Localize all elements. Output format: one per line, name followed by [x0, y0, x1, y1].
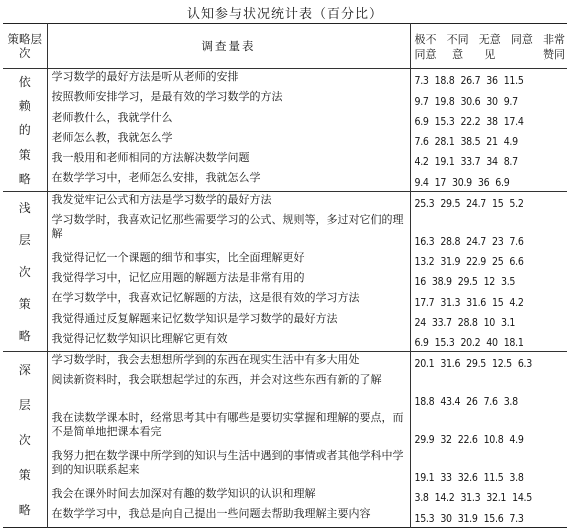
percent-value: 36	[477, 176, 490, 189]
option-header-line1: 非常	[543, 33, 565, 46]
group-label-char: 层	[18, 232, 31, 247]
percent-value: 38	[486, 115, 498, 128]
option-header-line1: 无意	[478, 33, 501, 46]
table-row	[3, 372, 567, 410]
group-label-char: 依	[18, 74, 31, 89]
options-header	[410, 24, 567, 69]
strategy-group-label	[3, 69, 47, 192]
group-label-char: 赖	[18, 98, 31, 113]
percent-value: 20.1	[414, 358, 435, 371]
percent-value: 28.8	[440, 235, 461, 248]
percent-value: 29.9	[414, 434, 435, 447]
survey-item-text: 在数学学习中，老师怎么安排，我就怎么学	[47, 170, 410, 191]
percent-value: 7.3	[509, 513, 524, 525]
percentage-values	[410, 290, 567, 310]
option-header-line2: 意	[452, 48, 464, 61]
percent-value: 14.5	[512, 492, 532, 505]
percent-value: 30	[486, 95, 498, 108]
percent-value: 14.2	[434, 492, 455, 505]
option-header-line1: 不同	[446, 33, 469, 46]
percentage-values	[410, 270, 567, 290]
percent-value: 15.6	[483, 513, 504, 525]
level-column-header: 策略层次	[3, 24, 47, 69]
percent-value: 19.8	[434, 95, 455, 108]
percent-value: 9.4	[414, 176, 429, 189]
percent-value: 36	[486, 75, 498, 88]
percent-value: 15	[491, 197, 504, 210]
percentage-values	[410, 150, 567, 170]
percent-value: 25.3	[414, 197, 435, 210]
percent-value: 40	[486, 337, 498, 350]
percent-value: 10	[483, 316, 495, 329]
option-header-3	[511, 32, 533, 62]
option-header-4	[543, 32, 565, 62]
survey-item-text: 学习数学时，我喜欢记忆那些需要学习的公式、规则等，多过对它们的理解	[47, 212, 410, 250]
group-label-char: 浅	[18, 201, 31, 216]
survey-item-text: 我觉得记忆一个课题的细节和事实，比全面理解更好	[47, 250, 410, 270]
table-row	[3, 410, 567, 448]
option-header-line2: 同意	[414, 48, 437, 61]
percent-value: 23	[491, 235, 504, 248]
group-label-char: 策	[18, 147, 31, 162]
option-header-2	[479, 32, 501, 62]
table-row	[3, 352, 567, 373]
percent-value: 8.7	[503, 156, 518, 169]
table-row	[3, 150, 567, 170]
percent-value: 29.5	[466, 358, 486, 371]
percentage-values	[410, 311, 567, 331]
percent-value: 12	[483, 276, 495, 289]
percentage-values	[410, 352, 567, 373]
percent-value: 7.6	[483, 396, 498, 409]
percent-value: 3.8	[414, 492, 429, 505]
percentage-values	[410, 372, 567, 410]
percentage-values	[410, 448, 567, 486]
percent-value: 13.2	[414, 256, 435, 269]
table-row	[3, 130, 567, 150]
percent-value: 26.7	[460, 75, 481, 88]
percentage-values	[410, 69, 567, 90]
percent-value: 31.9	[440, 256, 461, 269]
table-row	[3, 506, 567, 527]
percent-value: 33	[440, 472, 452, 485]
percent-value: 7.6	[414, 136, 429, 149]
table-row	[3, 89, 567, 109]
survey-item-text: 我努力把在数学课中所学到的知识与生活中遇到的事情或者其他学科中学到的知识联系起来	[47, 448, 410, 486]
percentage-values	[410, 486, 567, 506]
percent-value: 31.3	[460, 492, 481, 505]
percentage-values	[410, 130, 567, 150]
percent-value: 17.7	[414, 296, 435, 309]
percent-value: 3.1	[501, 316, 516, 329]
percent-value: 28.1	[434, 136, 455, 149]
percent-value: 32.6	[457, 472, 478, 485]
percent-value: 15	[491, 296, 504, 309]
percent-value: 30.9	[452, 176, 472, 189]
percent-value: 38.9	[431, 276, 452, 289]
table-row	[3, 69, 567, 90]
percent-value: 10.8	[483, 434, 504, 447]
survey-item-text: 我发觉牢记公式和方法是学习数学的最好方法	[47, 191, 410, 212]
survey-item-text: 阅读新资料时，我会联想起学过的东西，并会对这些东西有新的了解	[47, 372, 410, 410]
percent-value: 6.9	[495, 176, 510, 189]
percent-value: 15.3	[434, 115, 455, 128]
percentage-values	[410, 191, 567, 212]
percent-value: 12.5	[491, 358, 512, 371]
scale-column-header: 调查量表	[47, 24, 410, 69]
group-label-char: 略	[18, 328, 31, 343]
survey-item-text: 我觉得学习中，记忆应用题的解题方法是非常有用的	[47, 270, 410, 290]
percent-value: 16	[414, 276, 426, 289]
group-label-char: 次	[18, 433, 31, 448]
percent-value: 31.9	[457, 513, 478, 525]
group-label-char: 略	[18, 171, 31, 186]
percent-value: 15.3	[414, 513, 435, 525]
percent-value: 19.1	[414, 472, 435, 485]
percent-value: 22.6	[457, 434, 478, 447]
percent-value: 17.4	[503, 115, 524, 128]
percent-value: 38.5	[460, 136, 481, 149]
percentage-values	[410, 331, 567, 352]
percent-value: 15.3	[434, 337, 455, 350]
percent-value: 21	[486, 136, 498, 149]
survey-item-text: 我觉得记忆数学知识比理解它更有效	[47, 331, 410, 352]
table-row	[3, 331, 567, 352]
percent-value: 3.5	[501, 276, 516, 289]
percent-value: 18.8	[414, 396, 435, 409]
percent-value: 30	[440, 513, 452, 525]
survey-item-text: 学习数学的最好方法是听从老师的安排	[47, 69, 410, 90]
percent-value: 4.9	[503, 136, 518, 149]
survey-item-text: 在数学学习中，我总是向自己提出一些问题去帮助我理解主要内容	[47, 506, 410, 527]
strategy-group-label	[3, 352, 47, 528]
table-row	[3, 311, 567, 331]
percent-value: 7.3	[414, 75, 429, 88]
survey-item-text: 按照教师安排学习，是最有效的学习数学的方法	[47, 89, 410, 109]
percent-value: 16.3	[414, 235, 435, 248]
percent-value: 6.9	[414, 115, 429, 128]
option-header-line2: 赞同	[543, 48, 565, 61]
table-title: 认知参与状况统计表（百分比）	[186, 7, 383, 22]
percent-value: 30.6	[460, 95, 481, 108]
option-header-1	[447, 32, 469, 62]
percent-value: 24.7	[466, 197, 486, 210]
percent-value: 33.7	[431, 316, 452, 329]
percent-value: 25	[491, 256, 504, 269]
percent-value: 6.3	[517, 358, 532, 371]
percent-value: 28.8	[457, 316, 478, 329]
percent-value: 31.3	[440, 296, 461, 309]
group-label-char: 层	[18, 398, 31, 413]
percent-value: 32	[440, 434, 452, 447]
survey-item-text: 我会在课外时间去加深对有趣的数学知识的认识和理解	[47, 486, 410, 506]
percent-value: 32.1	[486, 492, 507, 505]
table-row	[3, 212, 567, 250]
percent-value: 4.2	[509, 296, 524, 309]
percent-value: 18.1	[503, 337, 524, 350]
percent-value: 6.6	[509, 256, 524, 269]
percent-value: 34	[486, 156, 498, 169]
survey-item-text: 我一般用和老师相同的方法解决数学问题	[47, 150, 410, 170]
percent-value: 26	[466, 396, 478, 409]
percent-value: 20.2	[460, 337, 481, 350]
survey-item-text: 老师教什么，我就学什么	[47, 110, 410, 130]
group-label-char: 的	[18, 123, 31, 138]
survey-item-text: 我觉得通过反复解题来记忆数学知识是学习数学的最好方法	[47, 311, 410, 331]
table-row	[3, 170, 567, 191]
group-label-char: 略	[18, 502, 31, 517]
percent-value: 7.6	[509, 235, 524, 248]
table-row	[3, 290, 567, 310]
survey-item-text: 老师怎么教，我就怎么学	[47, 130, 410, 150]
percent-value: 9.7	[414, 95, 429, 108]
percent-value: 18.8	[434, 75, 455, 88]
table-row	[3, 486, 567, 506]
survey-item-text: 在学习数学中，我喜欢记忆解题的方法，这是很有效的学习方法	[47, 290, 410, 310]
percent-value: 24.7	[466, 235, 486, 248]
percent-value: 22.9	[466, 256, 486, 269]
percent-value: 19.1	[434, 156, 455, 169]
group-label-char: 深	[18, 363, 31, 378]
table-row	[3, 250, 567, 270]
percent-value: 43.4	[440, 396, 461, 409]
survey-table	[3, 23, 567, 528]
group-label-char: 策	[18, 468, 31, 482]
percent-value: 24	[414, 316, 426, 329]
survey-item-text: 我在读数学课本时，经常思考其中有哪些是要切实掌握和理解的要点，而不是简单地把课本看完	[47, 410, 410, 448]
percentage-values	[410, 212, 567, 250]
percent-value: 33.7	[460, 156, 481, 169]
percent-value: 17	[434, 176, 447, 189]
percentage-values	[410, 170, 567, 191]
option-header-0	[415, 32, 437, 62]
percent-value: 4.9	[509, 434, 524, 447]
percent-value: 31.6	[466, 296, 486, 309]
table-row	[3, 110, 567, 130]
percent-value: 9.7	[503, 95, 518, 108]
percent-value: 4.2	[414, 156, 429, 169]
percent-value: 11.5	[483, 472, 504, 485]
percent-value: 29.5	[457, 276, 478, 289]
percentage-values	[410, 410, 567, 448]
percent-value: 5.2	[509, 197, 524, 210]
table-row	[3, 270, 567, 290]
percent-value: 31.6	[440, 358, 461, 371]
percentage-values	[410, 89, 567, 109]
percent-value: 29.5	[440, 197, 461, 210]
percentage-values	[410, 110, 567, 130]
table-row	[3, 448, 567, 486]
table-row	[3, 191, 567, 212]
option-header-line2: 见	[484, 48, 496, 61]
percentage-values	[410, 506, 567, 527]
group-label-char: 次	[18, 264, 31, 279]
percent-value: 6.9	[414, 337, 429, 350]
survey-item-text: 学习数学时，我会去想想所学到的东西在现实生活中有多大用处	[47, 352, 410, 373]
group-label-char: 策	[18, 296, 31, 311]
percent-value: 3.8	[509, 472, 524, 485]
percent-value: 3.8	[503, 396, 518, 409]
strategy-group-label	[3, 191, 47, 352]
percentage-values	[410, 250, 567, 270]
option-header-line1: 极不	[414, 33, 437, 46]
percent-value: 11.5	[503, 75, 524, 88]
option-header-line1: 同意	[510, 33, 533, 46]
percent-value: 22.2	[460, 115, 481, 128]
